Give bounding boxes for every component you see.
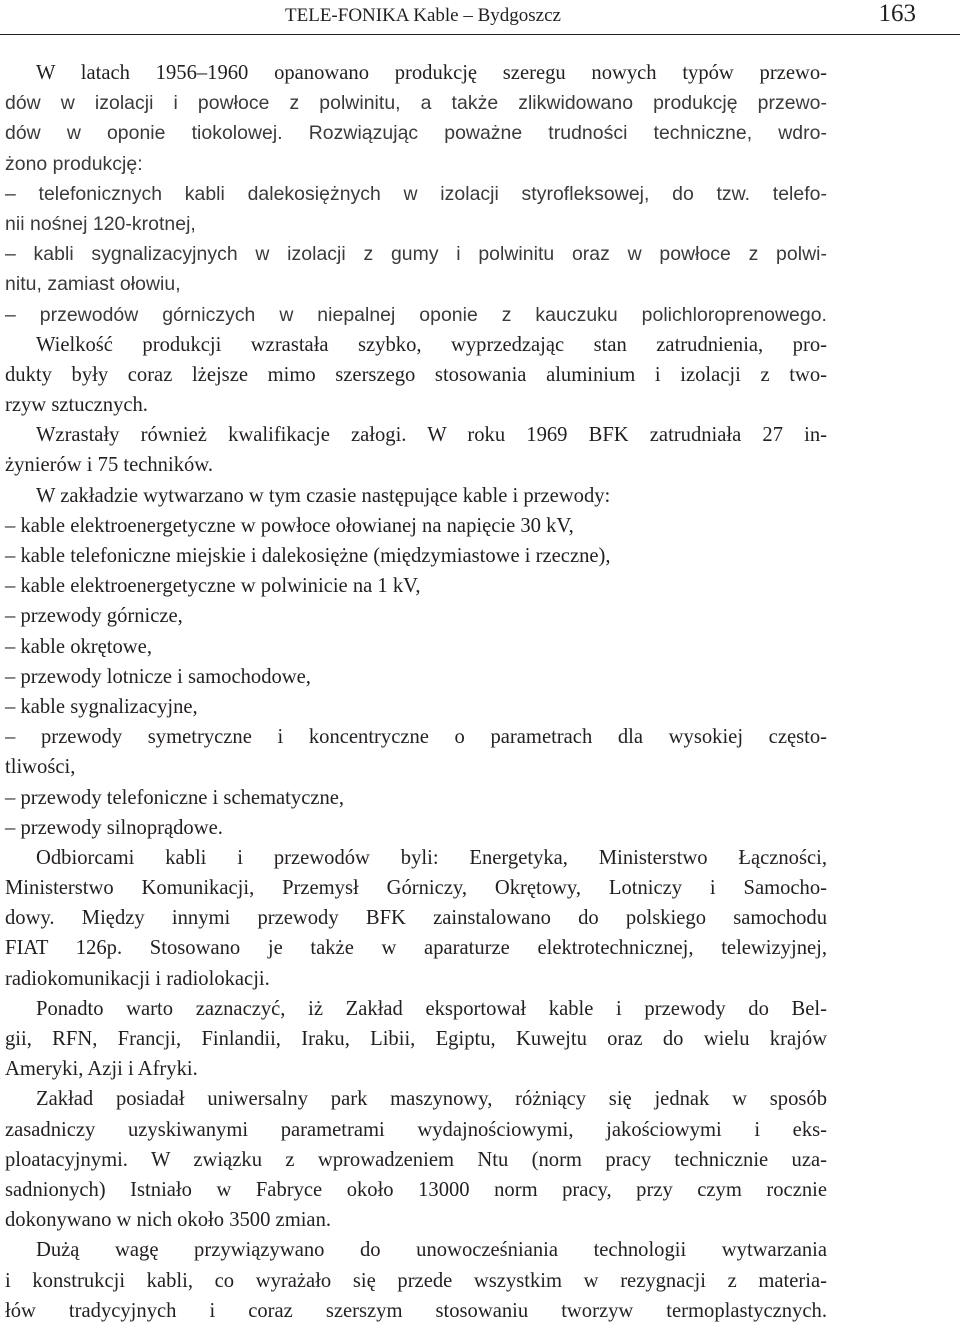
list-item-line: – kable elektroenergetyczne w polwinicie na 1 kV,	[5, 575, 421, 598]
text-line: rzyw sztucznych.	[5, 394, 148, 417]
list-item-line: – kable sygnalizacyjne,	[5, 695, 198, 718]
list-item-line: – przewody symetryczne i koncentryczne o parametrach dla wysokiej często-	[5, 726, 827, 749]
text-line: dukty były coraz lżejsze mimo szerszego stosowania aluminium i izolacji z two-	[5, 363, 827, 386]
list-item-line: – kable okrętowe,	[5, 635, 152, 658]
text-line: Ministerstwo Komunikacji, Przemysł Górniczy, Okrętowy, Lotniczy i Samocho-	[5, 877, 827, 900]
running-title: TELE-FONIKA Kable – Bydgoszcz	[285, 5, 561, 26]
list-item-line: – kable elektroenergetyczne w powłoce ołowianej na napięcie 30 kV,	[5, 514, 574, 537]
list-item-line: – przewody górnicze,	[5, 605, 183, 628]
list-item-line: – przewody telefoniczne i schematyczne,	[5, 786, 345, 809]
text-line: sadnionych) Istniało w Fabryce około 13000 norm pracy, przy czym rocznie	[5, 1178, 827, 1201]
text-line: Dużą wagę przywiązywano do unowocześniania technologii wytwarzania	[36, 1239, 827, 1262]
text-line: Ameryki, Azji i Afryki.	[5, 1058, 198, 1081]
running-header	[0, 0, 960, 35]
text-line: dowy. Między innymi przewody BFK zainstalowano do polskiego samochodu	[5, 907, 827, 930]
text-line: dów w izolacji i powłoce z polwinitu, a także zlikwidowano produkcję przewo-	[5, 92, 827, 115]
text-line: Odbiorcami kabli i przewodów byli: Energetyka, Ministerstwo Łączności,	[36, 846, 827, 869]
text-line: W zakładzie wytwarzano w tym czasie następujące kable i przewody:	[36, 484, 611, 507]
text-line: nitu, zamiast ołowiu,	[5, 273, 181, 296]
text-line: Zakład posiadał uniwersalny park maszynowy, różniący się jednak w sposób	[36, 1088, 827, 1111]
text-line: żono produkcję:	[5, 152, 143, 175]
text-line: nii nośnej 120-krotnej,	[5, 212, 196, 235]
text-line: tliwości,	[5, 756, 76, 779]
text-line: W latach 1956–1960 opanowano produkcję szeregu nowych typów przewo-	[36, 62, 827, 84]
page-number: 163	[878, 0, 916, 27]
text-line: i konstrukcji kabli, co wyrażało się przede wszystkim w rezygnacji z materia-	[5, 1269, 827, 1292]
text-line: dokonywano w nich około 3500 zmian.	[5, 1209, 332, 1232]
text-line: radiokomunikacji i radiolokacji.	[5, 967, 270, 990]
text-line: żynierów i 75 techników.	[5, 454, 213, 477]
text-line: ploatacyjnymi. W związku z wprowadzeniem Ntu (norm pracy technicznie uza-	[5, 1148, 827, 1171]
text-line: łów tradycyjnych i coraz szerszym stosowaniu tworzyw termoplastycznych.	[5, 1299, 827, 1322]
list-item-line: – kabli sygnalizacyjnych w izolacji z gumy i polwinitu oraz w powłoce z polwi-	[5, 243, 827, 266]
text-line: FIAT 126p. Stosowano je także w aparaturze elektrotechnicznej, telewizyjnej,	[5, 937, 827, 960]
list-item-line: – telefonicznych kabli dalekosiężnych w izolacji styrofleksowej, do tzw. telefo-	[5, 182, 827, 205]
page-body-text	[5, 58, 827, 1326]
text-line: gii, RFN, Francji, Finlandii, Iraku, Libii, Egiptu, Kuwejtu oraz do wielu krajów	[5, 1028, 827, 1050]
list-item-line: – kable telefoniczne miejskie i dalekosiężne (międzymiastowe i rzeczne),	[5, 545, 611, 567]
text-line: Ponadto warto zaznaczyć, iż Zakład eksportował kable i przewody do Bel-	[36, 997, 827, 1020]
list-item-line: – przewody silnoprądowe.	[5, 816, 223, 839]
text-line: Wzrastały również kwalifikacje załogi. W roku 1969 BFK zatrudniała 27 in-	[36, 424, 827, 447]
text-line: zasadniczy uzyskiwanymi parametrami wydajnościowymi, jakościowymi i eks-	[5, 1118, 827, 1141]
text-line: dów w oponie tiokolowej. Rozwiązując poważne trudności techniczne, wdro-	[5, 122, 827, 145]
list-item-line: – przewody lotnicze i samochodowe,	[5, 665, 311, 688]
list-item-line: – przewodów górniczych w niepalnej oponie z kauczuku polichloroprenowego.	[5, 303, 827, 326]
text-line: Wielkość produkcji wzrastała szybko, wyprzedzając stan zatrudnienia, pro-	[36, 333, 827, 356]
